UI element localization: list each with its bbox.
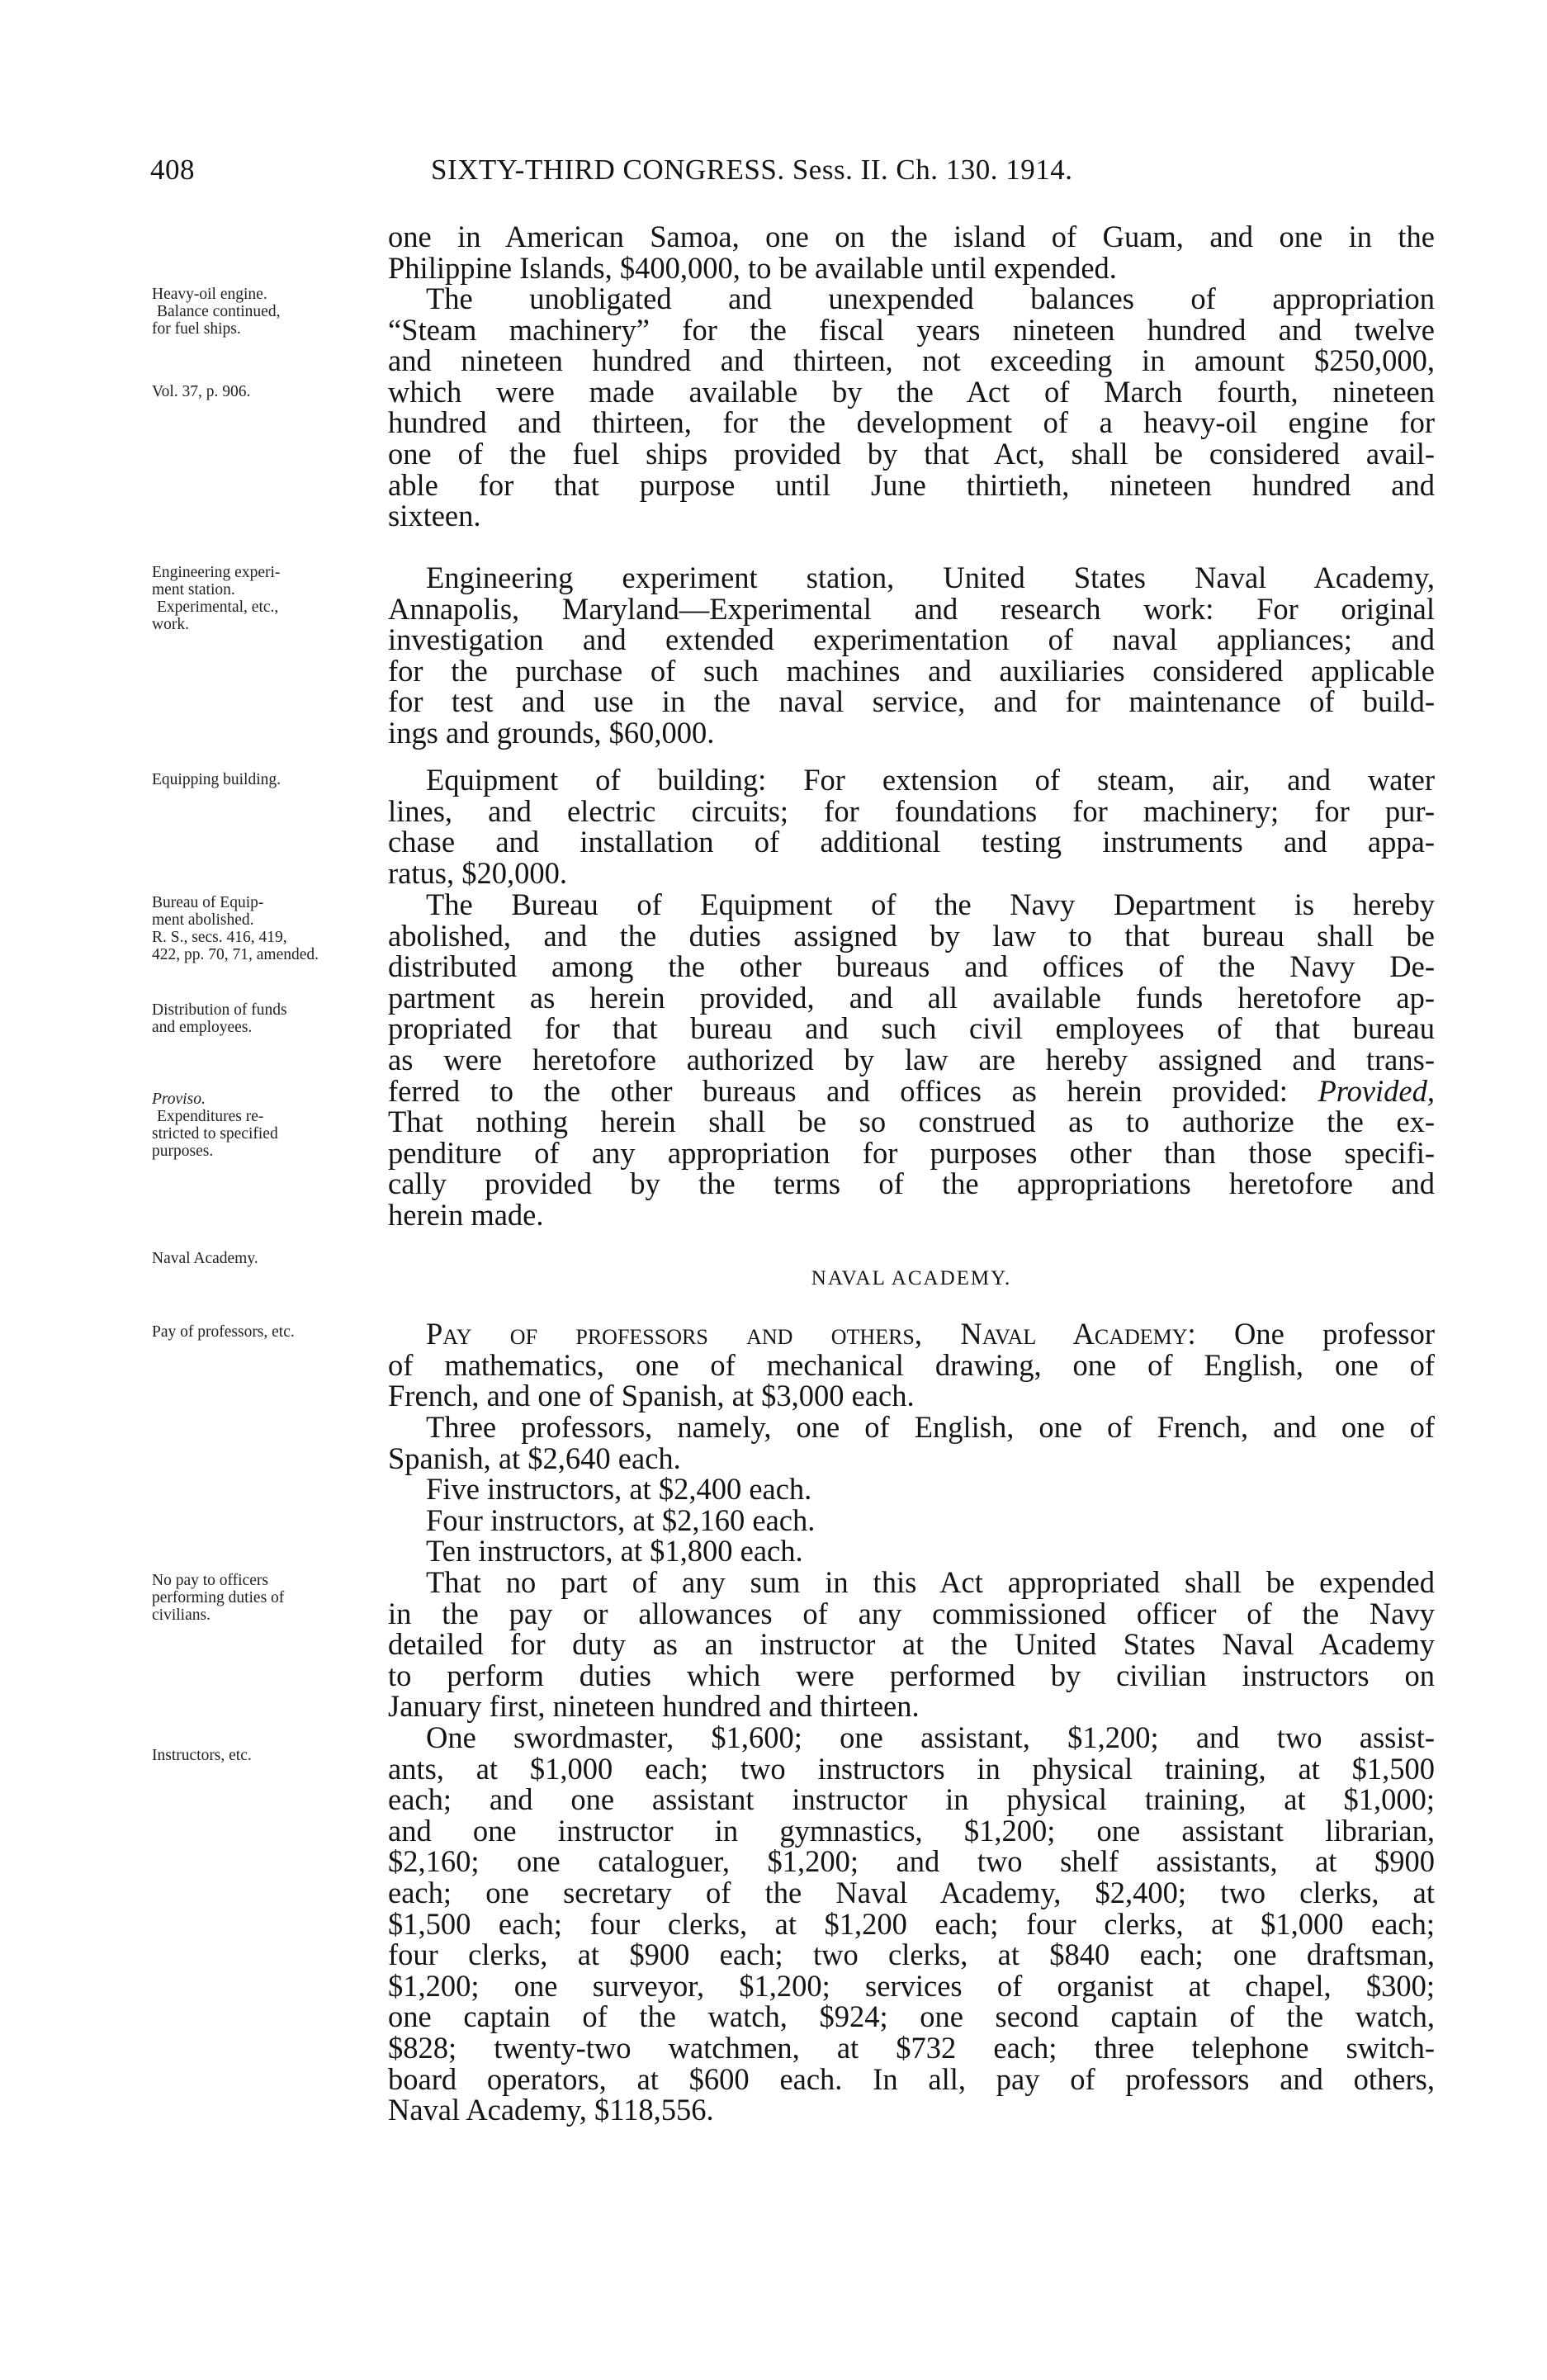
list-item: Four instructors, at $2,160 each. [426, 1502, 816, 1537]
paragraph-three-professors: Three professors, namely, one of English, one of French, and one of Spanish, at $2,640 each. [388, 1410, 1435, 1475]
margin-note-naval-academy: Naval Academy. [152, 1250, 258, 1267]
paragraph-engineering-station: Engineering experiment station, United States Naval Academy, Annapolis, Maryland—Experimental and research work: For original investigation and extended experimentation of naval appliances; and for the purchase of such machines and auxiliaries considered applicable for test and use in the naval service, and for maintenance of build- ings and grounds, $60,000. [388, 561, 1435, 750]
paragraph-samoa-guam: one in American Samoa, one on the island of Guam, and one in the Philippine Islands, $400,000, to be available until expended. [388, 220, 1435, 285]
paragraph-heavy-oil-engine: The unobligated and unexpended balances of appropriation “Steam machinery” for the fiscal years nineteen hundred and twelve and nineteen hundred and thirteen, not exceeding in amount $250,000, which were made available by the Act of March fourth, nineteen hundred and thirteen, for the development of a heavy-oil engine for one of the fuel ships provided by that Act, shall be considered avail- able for that purpose until June thirtieth, nineteen hundred and sixteen. [388, 282, 1435, 533]
margin-note-distribution: Distribution of funds and employees. [152, 1001, 287, 1036]
section-heading-naval-academy: NAVAL ACADEMY. [811, 1267, 1012, 1289]
proviso-word: Provided, [1318, 1073, 1435, 1108]
list-item: Ten instructors, at $1,800 each. [426, 1534, 803, 1569]
margin-note-engineering: Engineering experi- ment station. Experimental, etc., work. [152, 564, 281, 633]
paragraph-pay-of-professors: Pay of professors and others, Naval Academy: One professor of mathematics, one of mechanical drawing, one of English, one of French, and one of Spanish, at $3,000 each. [388, 1317, 1436, 1413]
paragraph-instructors-etc: One swordmaster, $1,600; one assistant, $1,200; and two assist- ants, at $1,000 each; two instructors in physical training, at $1,500 each; and one assistant instructor in physical training, at $1,000; and one instructor in gymnastics, $1,200; one assistant librarian, $2,160; one cataloguer, $1,200; and two shelf assistants, at $900 each; one secretary of the Naval Academy, $2,400; two clerks, at $1,500 each; four clerks, at $1,200 each; four clerks, at $1,000 each; four clerks, at $900 each; two clerks, at $840 each; one draftsman, $1,200; one surveyor, $1,200; services of organist at chapel, $300; one captain of the watch, $924; one second captain of the watch, $828; twenty-two watchmen, at $732 each; three telephone switch- board operators, at $600 each. In all, pay of professors and others, Naval Academy, $118,556. [388, 1720, 1435, 2127]
margin-note-instructors: Instructors, etc. [152, 1747, 252, 1764]
margin-note-equipping: Equipping building. [152, 771, 281, 788]
paragraph-no-pay-officers: That no part of any sum in this Act appropriated shall be expended in the pay or allowances of any commissioned officer of the Navy detailed for duty as an instructor at the United States Naval Academy to perform duties which were performed by civilian instructors on January first, nineteen hundred and thirteen. [388, 1565, 1435, 1724]
instructor-items [388, 1474, 1435, 1567]
margin-note-pay: Pay of professors, etc. [152, 1323, 295, 1341]
running-title: SIXTY-THIRD CONGRESS. Sess. II. Ch. 130. 1914. [431, 154, 1073, 186]
list-item: Five instructors, at $2,400 each. [426, 1472, 812, 1506]
margin-note-no-pay: No pay to officers performing duties of civilians. [152, 1572, 285, 1624]
margin-note-vol-ref: Vol. 37, p. 906. [152, 383, 251, 400]
caption-pay-of-professors: Pay of professors and others, Naval Academy: [426, 1317, 1196, 1351]
margin-note-bureau: Bureau of Equip- ment abolished. R. S., secs. 416, 419, 422, pp. 70, 71, amended. [152, 894, 319, 963]
paragraph-equipment-of-building: Equipment of building: For extension of steam, air, and water lines, and electric circuits; for foundations for machinery; for pur- chase and installation of additional testing instruments and appa- ratus, $20,000. [388, 763, 1435, 890]
margin-note-heavy-oil: Heavy-oil engine. Balance continued, for fuel ships. [152, 286, 281, 338]
margin-note-proviso: Proviso. Expenditures re- stricted to specified purposes. [152, 1091, 278, 1160]
page-number: 408 [150, 154, 195, 186]
running-header [150, 154, 1438, 195]
paragraph-bureau-abolished: The Bureau of Equipment of the Navy Department is hereby abolished, and the duties assigned by law to that bureau shall be distributed among the other bureaus and offices of the Navy De- partment as herein provided, and all available funds heretofore ap- propriated for that bureau and such civil employees of that bureau as were heretofore authorized by law are hereby assigned and trans- ferred to the other bureaus and offices as herein provided: Provided, That nothing herein shall be so construed as to authorize the ex- penditure of any appropriation for purposes other than those specifi- cally provided by the terms of the appropriations heretofore and herein made. [388, 887, 1435, 1232]
